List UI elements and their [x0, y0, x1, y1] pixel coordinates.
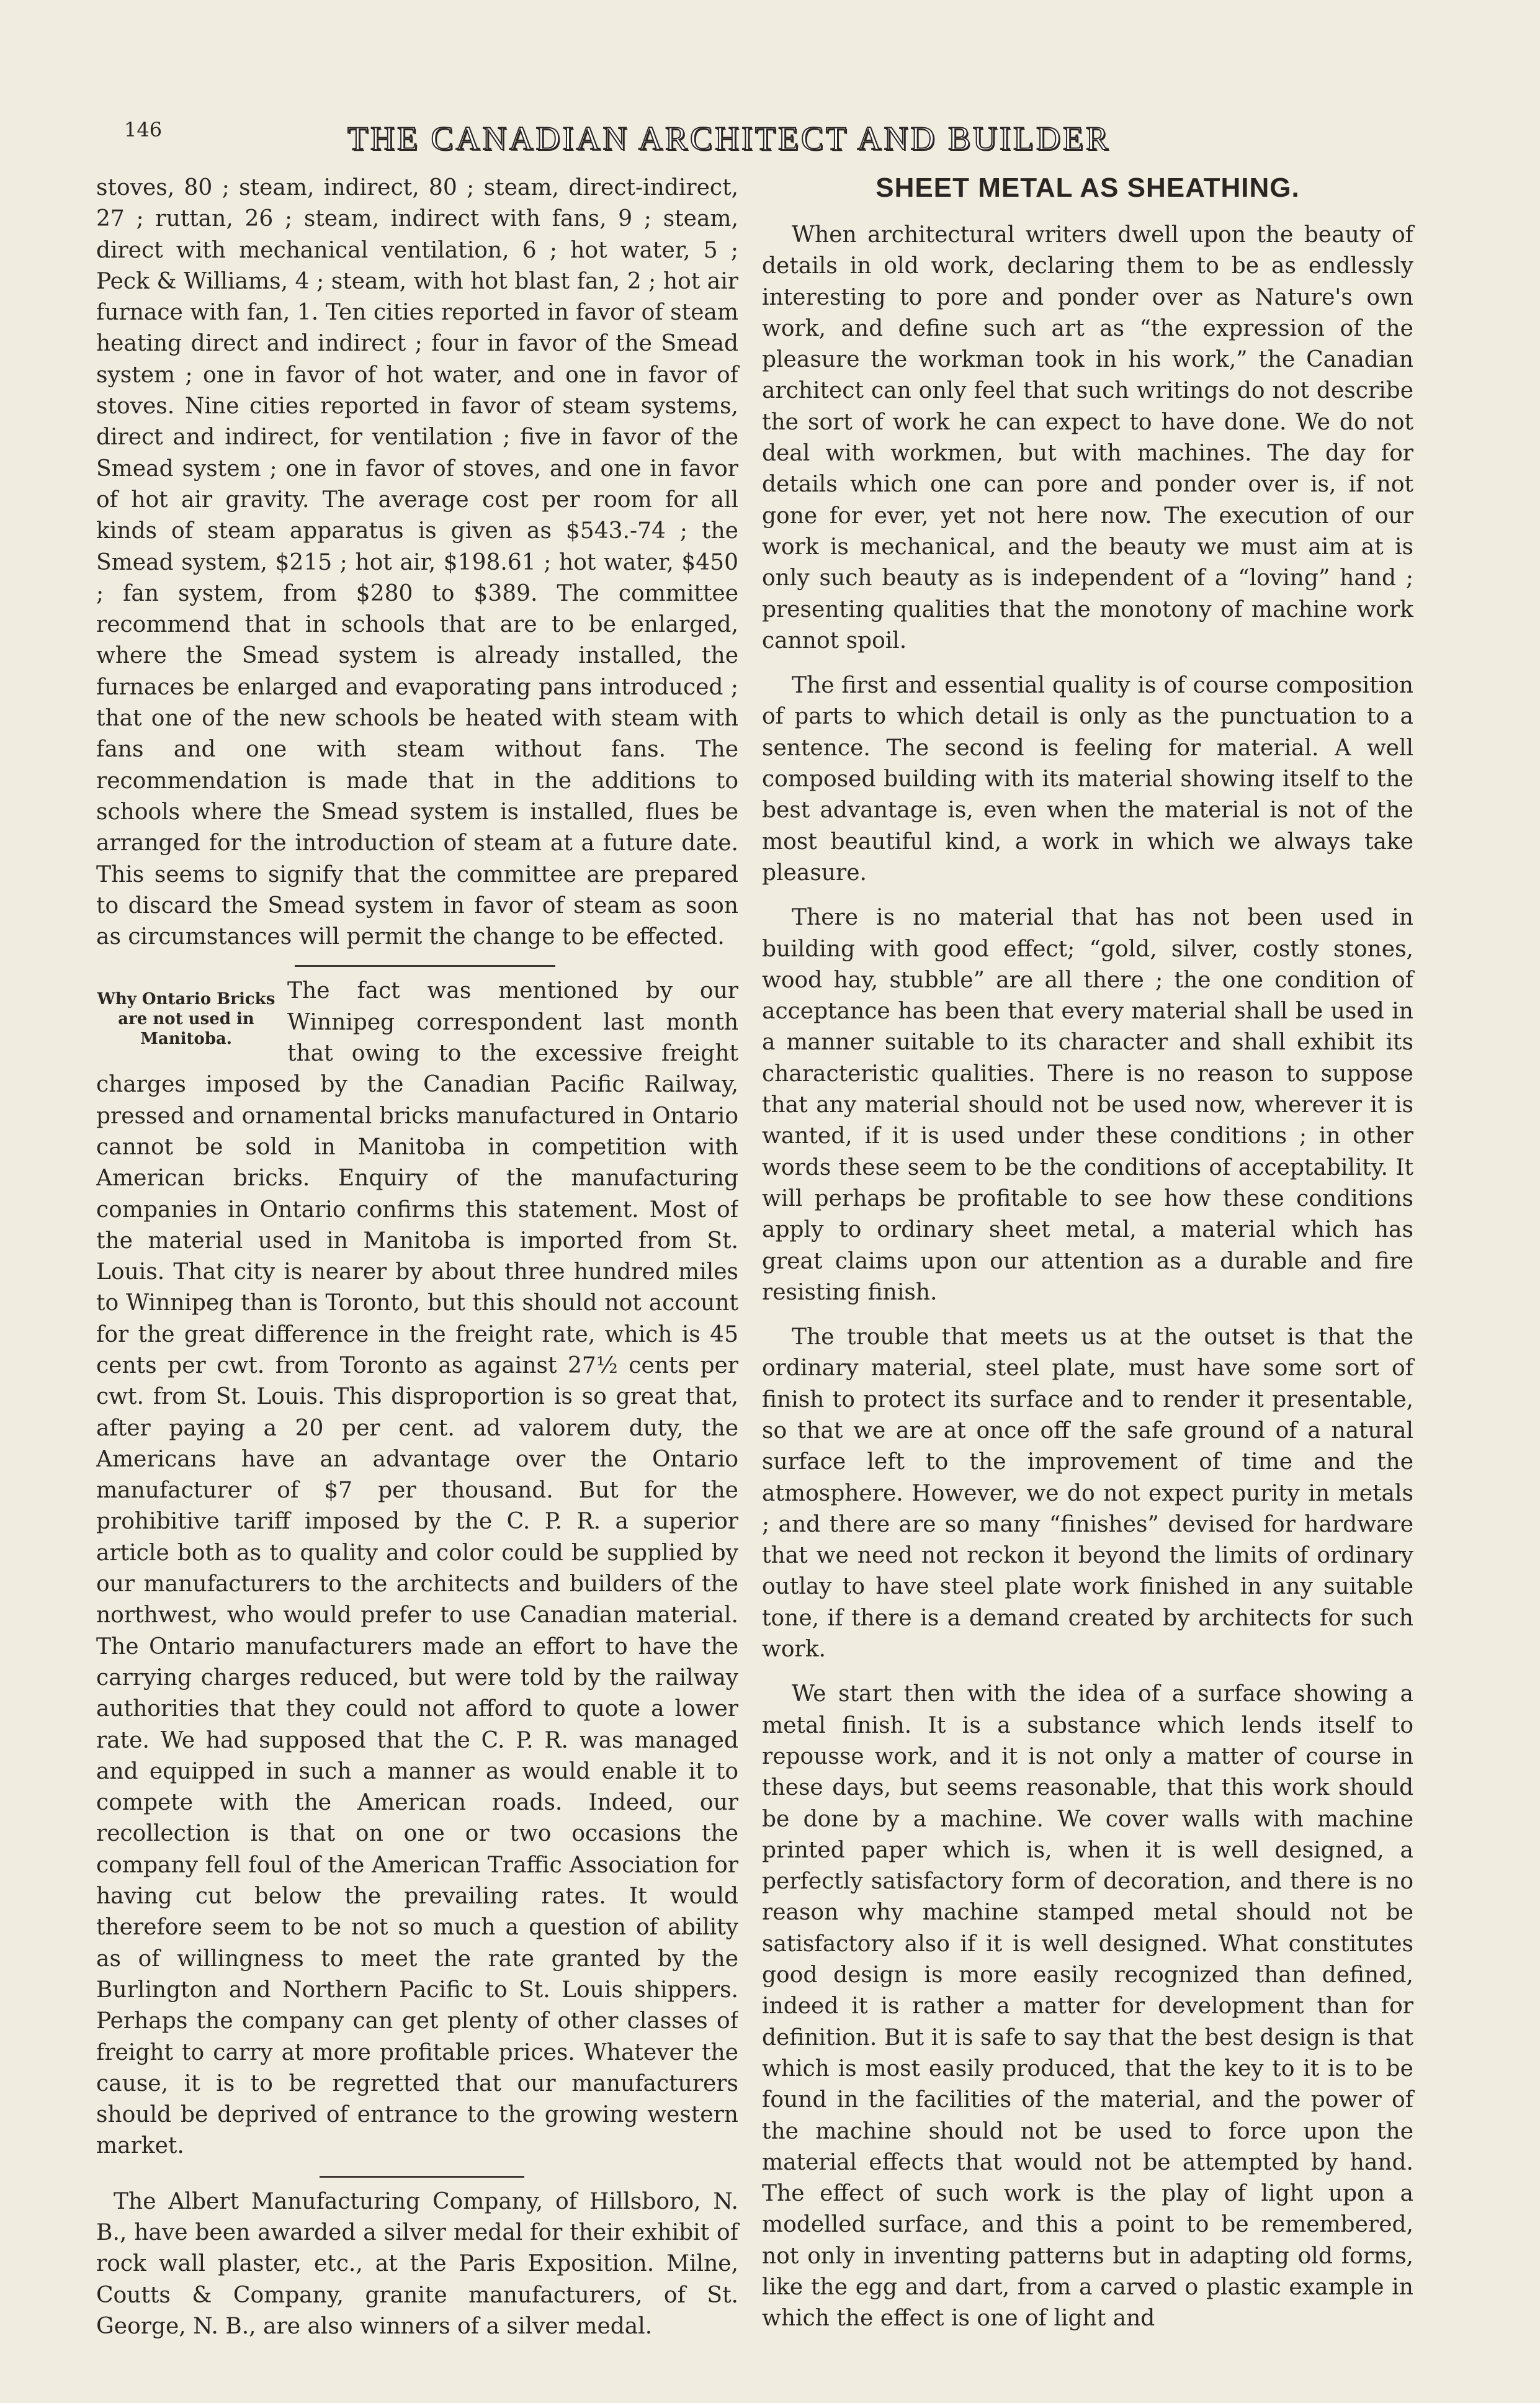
bricks-article [96, 976, 738, 2162]
article-paragraph: We start then with the idea of a surface showing a metal finish. It is a substance which lends itself to repousse work, and it is not only a matter of course in these days, but seems reasonable, that this work should be done by a machine. We cover walls with machine printed paper which is, when it is well designed, a perfectly satisfactory form of decoration, and there is no reason why machine stamped metal should not be satisfactory also if it is well designed. What constitutes good design is more easily recognized than defined, indeed it is rather a matter for development than for definition. But it is safe to say that the best design is that which is most easily produced, that the key to it is to be found in the facilities of the material, and the power of the machine should not be used to force upon the material effects that would not be attempted by hand. The effect of such work is the play of light upon a modelled surface, and this a point to be remembered, not only in inventing patterns but in adapting old forms, like the egg and dart, from a carved o plastic example in which the effect is one of light and [762, 1681, 1413, 2332]
page-number: 146 [124, 118, 163, 141]
article-paragraph: When architectural writers dwell upon the beauty of details in old work, declaring them to be as endlessly interesting to pore and ponder over as Nature's own work, and define such art as “the expression of the pleasure the workman took in his work,” the Canadian architect can only feel that such writings do not describe the sort of work he can expect to have done. We do not deal with workmen, but with machines. The day for details which one can pore and ponder over is, if not gone for ever, yet not here now. The execution of our work is mechanical, and the beauty we must aim at is only such beauty as is independent of a “loving” hand ; presenting qualities that the monotony of machine work cannot spoil. [762, 222, 1413, 654]
heating-report-continuation: stoves, 80 ; steam, indirect, 80 ; steam, direct-indirect, 27 ; ruttan, 26 ; steam, indirect with fans, 9 ; steam, direct with mechanical ventilation, 6 ; hot water, 5 ; Peck & Williams, 4 ; steam, with hot blast fan, 2 ; hot air furnace with fan, 1. Ten cities reported in favor of steam heating direct and indirect ; four in favor of the Smead system ; one in favor of hot water, and one in favor of stoves. Nine cities reported in favor of steam systems, direct and indirect, for ventilation ; five in favor of the Smead system ; one in favor of stoves, and one in favor of hot air gravity. The average cost per room for all kinds of steam apparatus is given as $543.-74 ; the Smead system, $215 ; hot air, $198.61 ; hot water, $450 ; fan system, from $280 to $389. The committee recommend that in schools that are to be enlarged, where the Smead system is already installed, the furnaces be enlarged and evaporating pans introduced ; that one of the new schools be heated with steam with fans and one with steam without fans. The recommendation is made that in the additions to schools where the Smead system is installed, flues be arranged for the introduction of steam at a future date. This seems to signify that the committee are prepared to discard the Smead system in favor of steam as soon as circumstances will permit the change to be effected. [96, 175, 738, 950]
right-column [762, 173, 1413, 2335]
article-paragraph: There is no material that has not been used in building with good effect; “gold, silver, costly stones, wood hay, stubble” are all there ; the one condition of acceptance has been that every material shall be used in a manner suitable to its character and shall exhibit its characteristic qualities. There is no reason to suppose that any material should not be used now, wherever it is wanted, if it is used under these conditions ; in other words these seem to be the conditions of acceptability. It will perhaps be profitable to see how these conditions apply to ordinary sheet metal, a material which has great claims upon our attention as a durable and fire resisting finish. [762, 905, 1413, 1305]
medal-note: The Albert Manufacturing Company, of Hillsboro, N. B., have been awarded a silver medal for their exhibit of rock wall plaster, etc., at the Paris Exposition. Milne, Coutts & Company, granite manufacturers, of St. George, N. B., are also winners of a silver medal. [96, 2188, 738, 2339]
left-column [96, 173, 738, 2342]
sidehead: Why Ontario Bricks are not used in Manitoba. [97, 990, 275, 1049]
bricks-article-text: The fact was mentioned by our Winnipeg correspondent last month that owing to the excessive freight charges imposed by the Canadian Pacific Railway, pressed and ornamental bricks manufactured in Ontario cannot be sold in Manitoba in competition with American bricks. Enquiry of the manufacturing companies in Ontario confirms this statement. Most of the material used in Manitoba is imported from St. Louis. That city is nearer by about three hundred miles to Winnipeg than is Toronto, but this should not account for the great difference in the freight rate, which is 45 cents per cwt. from Toronto as against 27½ cents per cwt. from St. Louis. This disproportion is so great that, after paying a 20 per cent. ad valorem duty, the Americans have an advantage over the Ontario manufacturer of $7 per thousand. But for the prohibitive tariff imposed by the C. P. R. a superior article both as to quality and color could be supplied by our manufacturers to the architects and builders of the northwest, who would prefer to use Canadian material. The Ontario manufacturers made an effort to have the carrying charges reduced, but were told by the railway authorities that they could not afford to quote a lower rate. We had supposed that the C. P. R. was managed and equipped in such a manner as would enable it to compete with the American roads. Indeed, our recollection is that on one or two occasions the company fell foul of the American Traffic Association for having cut below the prevailing rates. It would therefore seem to be not so much a question of ability as of willingness to meet the rate granted by the Burlington and Northern Pacific to St. Louis shippers. Perhaps the company can get plenty of other classes of freight to carry at more profitable prices. Whatever the cause, it is to be regretted that our manufacturers should be deprived of entrance to the growing western market. [96, 978, 738, 2159]
section-divider [295, 965, 555, 967]
article-paragraph: The trouble that meets us at the outset is that the ordinary material, steel plate, must have some sort of finish to protect its surface and to render it presentable, so that we are at once off the safe ground of a natural surface left to the improvement of time and the atmosphere. However, we do not expect purity in metals ; and there are so many “finishes” devised for hardware that we need not reckon it beyond the limits of ordinary outlay to have steel plate work finished in any suitable tone, if there is a demand created by architects for such work. [762, 1324, 1413, 1663]
article-paragraph: The first and essential quality is of course composition of parts to which detail is only as the punctuation to a sentence. The second is feeling for material. A well composed building with its material showing itself to the best advantage is, even when the material is not of the most beautiful kind, a work in which we always take pleasure. [762, 673, 1413, 886]
section-divider [320, 2176, 524, 2178]
running-head: THE CANADIAN ARCHITECT AND BUILDER [347, 120, 1111, 157]
article-title: SHEET METAL AS SHEATHING. [875, 173, 1300, 203]
